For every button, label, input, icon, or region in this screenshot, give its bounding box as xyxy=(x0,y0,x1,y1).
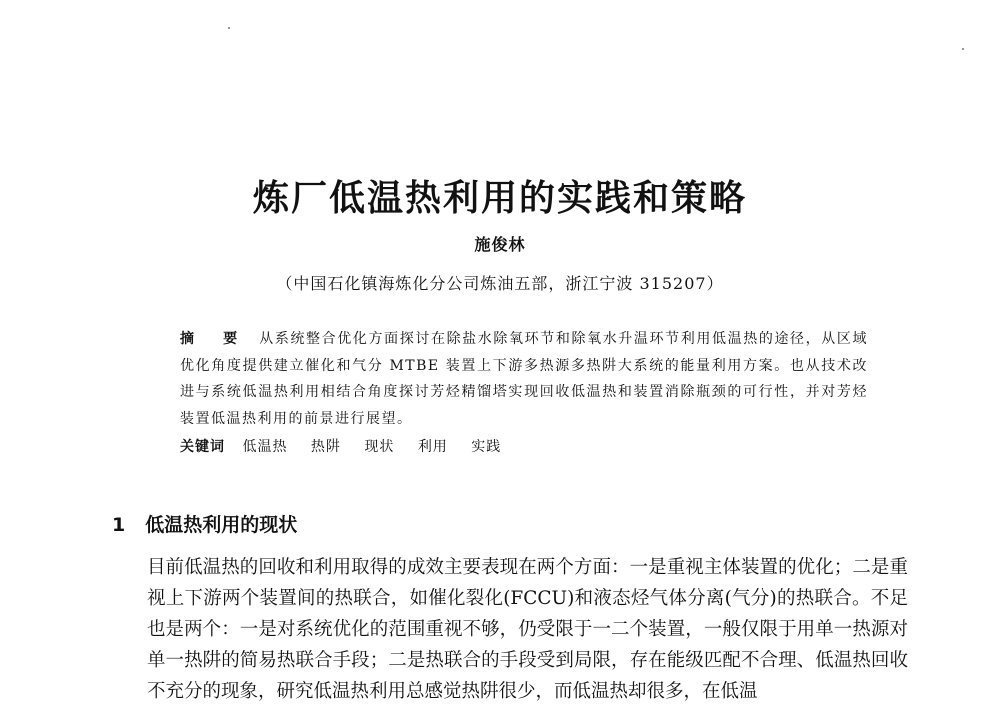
scan-speck xyxy=(228,27,230,29)
abstract-text: 从系统整合优化方面探讨在除盐水除氧环节和除氧水升温环节利用低温热的途径，从区域优化角度提供建立催化和气分 MTBE 装置上下游多热源多热阱大系统的能量利用方案。也从技术改进与系统低温热利用相结合角度探讨芳烃精馏塔实现回收低温热和装置消除瓶颈的可行性，并对芳烃装置低温热利用的前景进行展望。 xyxy=(180,331,869,427)
keyword-item: 热阱 xyxy=(310,439,341,455)
section-heading xyxy=(112,510,297,537)
abstract-label: 摘 要 xyxy=(180,331,250,347)
section-number: 1 xyxy=(112,514,126,536)
paper-title: 炼厂低温热利用的实践和策略 xyxy=(252,178,747,219)
paragraph-text: 目前低温热的回收和利用取得的成效主要表现在两个方面：一是重视主体装置的优化；二是重视上下游两个装置间的热联合，如催化裂化(FCCU)和液态烃气体分离(气分)的热联合。不足也是两个：一是对系统优化的范围重视不够，仍受限于一二个装置，一般仅限于用单一热源对单一热阱的简易热联合手段；二是热联合的手段受到局限，存在能级匹配不合理、低温热回收不充分的现象，研究低温热利用总感觉热阱很少，而低温热却很多，在低温 xyxy=(147,557,908,702)
keywords-line xyxy=(180,436,519,456)
keyword-item: 利用 xyxy=(417,439,448,455)
keyword-item: 低温热 xyxy=(242,439,288,455)
keyword-item: 现状 xyxy=(364,439,395,455)
section-title: 低温热利用的现状 xyxy=(145,514,298,536)
scan-speck xyxy=(962,48,964,50)
abstract-block xyxy=(148,326,868,432)
author-name: 施俊林 xyxy=(474,235,526,254)
keyword-item: 实践 xyxy=(471,439,502,455)
author-affiliation: （中国石化镇海炼化分公司炼油五部，浙江宁波 315207） xyxy=(276,274,724,293)
keywords-label: 关键词 xyxy=(180,439,225,455)
